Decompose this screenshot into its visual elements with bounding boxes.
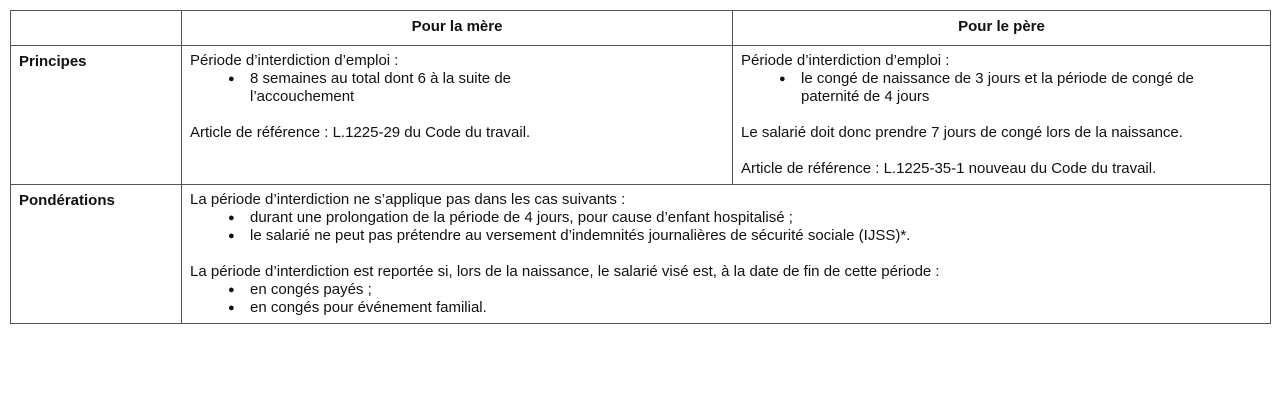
ponderations-bullet-list-2	[190, 281, 1262, 317]
list-item: ● 8 semaines au total dont 6 à la suite de l’accouchement	[190, 70, 724, 106]
ponderations-label: Pondérations	[11, 185, 182, 324]
ponderations-intro-1: La période d’interdiction ne s’applique pas dans les cas suivants :	[190, 191, 626, 208]
principes-mother-cell	[182, 46, 733, 185]
list-item: ● en congés pour événement familial.	[190, 299, 1262, 317]
list-item: ● le salarié ne peut pas prétendre au versement d’indemnités journalières de sécurité sociale (IJSS)*.	[190, 227, 1262, 245]
father-intro: Période d’interdiction d’emploi :	[741, 52, 950, 69]
header-mother: Pour la mère	[182, 11, 733, 46]
header-row	[11, 11, 1271, 46]
father-bullet-list	[741, 70, 1262, 106]
principes-row	[11, 46, 1271, 185]
principes-father-cell	[733, 46, 1271, 185]
ponderations-row	[11, 185, 1271, 324]
mother-reference: Article de référence : L.1225-29 du Code du travail.	[190, 124, 531, 141]
ponderations-cell	[182, 185, 1271, 324]
father-note: Le salarié doit donc prendre 7 jours de congé lors de la naissance.	[741, 124, 1183, 141]
header-father: Pour le père	[733, 11, 1271, 46]
list-item: ● le congé de naissance de 3 jours et la période de congé de paternité de 4 jours	[741, 70, 1262, 106]
ponderations-bullet-list-1	[190, 209, 1262, 245]
principes-label: Principes	[11, 46, 182, 185]
leave-comparison-table	[10, 10, 1271, 324]
list-item: ● durant une prolongation de la période de 4 jours, pour cause d’enfant hospitalisé ;	[190, 209, 1262, 227]
ponderations-intro-2: La période d’interdiction est reportée si, lors de la naissance, le salarié visé est, à la date de fin de cette période :	[190, 263, 940, 280]
father-reference: Article de référence : L.1225-35-1 nouveau du Code du travail.	[741, 160, 1157, 177]
header-empty-cell	[11, 11, 182, 46]
mother-bullet-list	[190, 70, 724, 106]
mother-intro: Période d’interdiction d’emploi :	[190, 52, 399, 69]
list-item: ● en congés payés ;	[190, 281, 1262, 299]
